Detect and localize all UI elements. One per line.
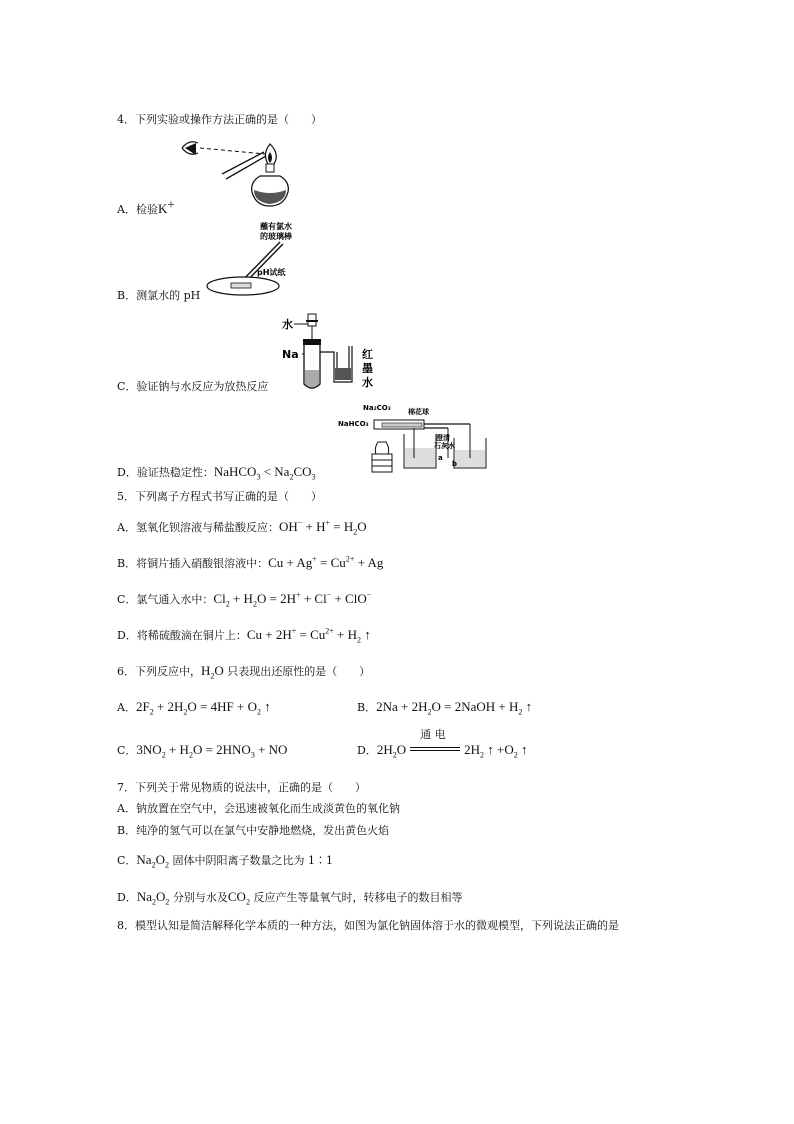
q7-option-a: A．钠放置在空气中，会迅速被氧化而生成淡黄色的氧化钠 — [117, 802, 400, 815]
fig-label-rod1: 蘸有氯水 — [260, 222, 292, 231]
q4-option-c: C．验证钠与水反应为放热反应 — [117, 380, 269, 393]
q6-stem: 6．下列反应中，$H_2O$ 只表现出还原性的是（ ） — [117, 663, 371, 681]
q6-option-b: B．$2Na + 2H_2O$ = 2NaOH + $H_2$ ↑ — [357, 699, 533, 717]
q4-option-a: A．检验K+ — [117, 196, 175, 216]
fig-label-a: a — [438, 454, 443, 462]
q5-option-d: D．将稀硫酸滴在铜片上：$Cu + 2H^+ = Cu^{2+} + H_2$ ↑ — [117, 626, 371, 645]
q5-stem: 5．下列离子方程式书写正确的是（ ） — [117, 490, 322, 503]
q6-option-c: C．$3NO_2 + H_2O = 2HNO_3$ + NO — [117, 742, 288, 760]
figure-flame-test — [180, 136, 310, 211]
fig-label-b: b — [452, 460, 458, 468]
fig-label-lime1: 澄清 — [436, 434, 450, 442]
figure-ph-test — [205, 220, 292, 300]
q6-option-d: D．$2H_2O$ 通 电 $2H_2$ ↑ $+O_2$ ↑ — [357, 728, 528, 760]
fig-label-ink1: 红 — [362, 348, 373, 361]
q7-option-d: D．$Na_2O_2$ 分别与水及$CO_2$ 反应产生等量氧气时，转移电子的数目相等 — [117, 889, 463, 907]
q4-option-b: B．测氯水的 pH — [117, 289, 201, 302]
q6-option-a: A．$2F_2 + 2H_2O = 4HF + O_2$ ↑ — [117, 699, 271, 717]
figure-thermal-stability — [338, 402, 490, 476]
q4-stem: 4．下列实验或操作方法正确的是（ ） — [117, 113, 322, 126]
fig-label-rod2: 的玻璃棒 — [260, 232, 292, 241]
fig-label-paper: pH试纸 — [257, 268, 286, 277]
q5-option-a: A．氢氧化钡溶液与稀盐酸反应：$OH^- + H^+ = H_2O$ — [117, 518, 367, 537]
q4-option-d: D．验证热稳定性：NaHCO$_3$ < $Na_2CO_3$ — [117, 464, 316, 482]
fig-label-ink3: 水 — [362, 376, 373, 389]
fig-label-water: 水 — [282, 318, 293, 331]
fig-label-lime2: 石灰水 — [434, 442, 455, 450]
q5-option-b: B．将铜片插入硝酸银溶液中：$Cu + Ag^+ = Cu^{2+} + Ag$ — [117, 554, 384, 570]
figure-na-water — [282, 312, 392, 392]
q5-option-c: C．氯气通入水中：$Cl_2 + H_2O = 2H^+ + Cl^- + ClO^-$ — [117, 590, 372, 609]
q7-option-c: C．$Na_2O_2$ 固体中阴阳离子数量之比为 1∶1 — [117, 852, 333, 870]
fig-label-na: Na — [282, 348, 299, 361]
q7-stem: 7．下列关于常见物质的说法中，正确的是（ ） — [117, 781, 366, 794]
fig-label-na2co3: Na₂CO₃ — [363, 404, 391, 412]
fig-label-cotton: 棉花球 — [408, 408, 429, 416]
electrolysis-condition: 通 电 — [420, 728, 446, 741]
q8-stem: 8．模型认知是简洁解释化学本质的一种方法，如图为氯化钠固体溶于水的微观模型，下列说法正确的是 — [117, 919, 619, 932]
fig-label-nahco3: NaHCO₃ — [338, 420, 369, 428]
fig-label-ink2: 墨 — [362, 362, 373, 375]
q7-option-b: B．纯净的氢气可以在氯气中安静地燃烧，发出黄色火焰 — [117, 824, 390, 837]
